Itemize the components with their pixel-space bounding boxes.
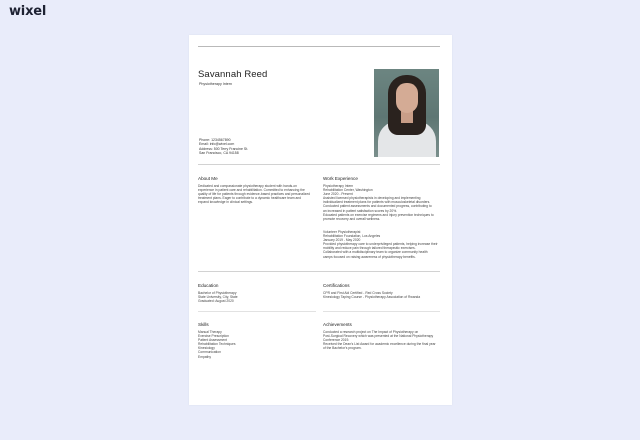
contact-address: Address: 500 Terry Francine St. [199,146,249,151]
experience-title: Work Experience [323,176,358,181]
education-title: Education [198,283,219,288]
achievements-title: Achievements [323,322,352,327]
resume-role: Physiotherapy Intern [199,82,232,86]
header-divider [198,46,440,47]
contact-email: Email: info@wixel.com [199,142,235,147]
experience-job-2: Volunteer Physiotherapist Rehabilitation Foundation, Los Angeles January 2019 - May 2020 Provided physiotherapy care to underprivileged patients, helping increase their mobility and reduce pain through tailored therapeutic exercises. Collaborated with a multidisciplinary team to organize community health camps focused on raising awareness of physiotherapy benefits. [323,230,438,259]
contact-info [199,138,248,156]
certifications-title: Certifications [323,283,350,288]
wixel-logo[interactable]: wixel [9,4,47,19]
resume-page [189,35,452,405]
about-title: About Me [198,176,218,181]
section-divider [323,311,440,312]
contact-phone: Phone: 1234567890 [199,138,231,142]
section-divider [198,311,316,312]
section-divider [198,164,440,165]
achievements-text: Conducted a research project on The Impact of Physiotherapy on Post-Surgical Recovery which was presented at the National Physiotherapy Conference 2019. Received the Dean's List Award for academic excellence during the final year of the Bachelor's program. [323,330,436,351]
skills-title: Skills [198,322,209,327]
about-text: Dedicated and compassionate physiotherapy student with hands-on experience in patient care and rehabilitation. Committed to enhancing the quality of life for patients through evidence-based practices and personalized treatment plans. Eager to contribute to a dynamic healthcare team and expand knowledge in clinical settings. [198,184,310,205]
section-divider [198,271,440,272]
profile-photo [374,69,439,157]
certifications-text: CPR and First Aid Certified - Red Cross Society Kinesiology Taping Course - Physiotherapy Association of Rwanda [323,291,421,300]
experience-job-1: Physiotherapy Intern Rehabilitation Center, Washington June 2020 - Present Assisted licensed physiotherapists in developing and implementing individualized treatment plans for patients with musculoskeletal disorders. Conducted patient assessments and documented progress, contributing to an increased in patient satisfaction scores by 20%. Educated patients on exercise regimens and injury prevention techniques to promote recovery and overall wellness. [323,184,434,221]
education-text: Bachelor of Physiotherapy State University, City, State Graduated: August 2020 [198,291,238,304]
resume-name: Savannah Reed [198,69,268,80]
contact-city: San Francisco, CA 94158 [199,151,239,156]
skills-list: Manual Therapy Exercise Prescription Patient Assessment Rehabilitation Techniques Kinesiology Communication Empathy [198,330,236,359]
